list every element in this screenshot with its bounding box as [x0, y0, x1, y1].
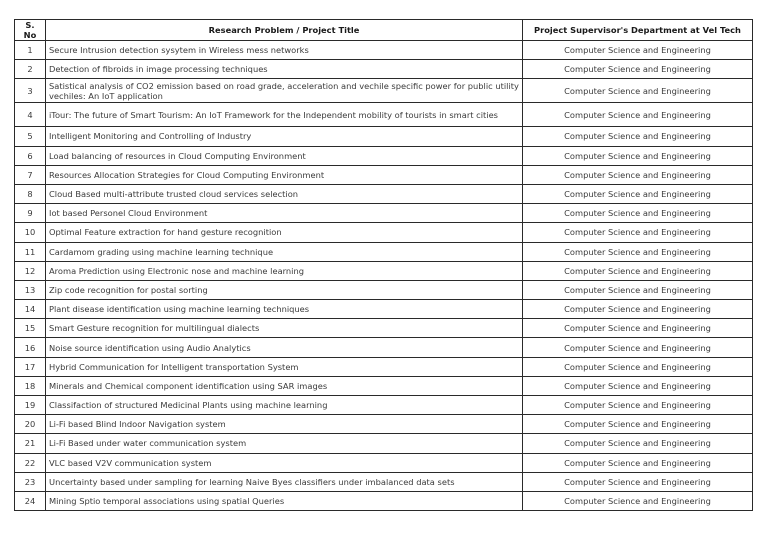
cell-department: Computer Science and Engineering: [523, 223, 753, 242]
cell-title: Detection of fibroids in image processing techniques: [46, 60, 523, 79]
cell-sno: 1: [15, 41, 46, 60]
table-row: [15, 146, 753, 165]
cell-department: Computer Science and Engineering: [523, 146, 753, 165]
cell-title: Iot based Personel Cloud Environment: [46, 204, 523, 223]
cell-sno: 3: [15, 79, 46, 103]
cell-sno: 24: [15, 491, 46, 510]
cell-title: Cardamom grading using machine learning technique: [46, 242, 523, 261]
table-row: [15, 300, 753, 319]
cell-sno: 4: [15, 103, 46, 127]
table-row: [15, 41, 753, 60]
table-row: [15, 472, 753, 491]
cell-title: Resources Allocation Strategies for Cloud Computing Environment: [46, 165, 523, 184]
cell-department: Computer Science and Engineering: [523, 103, 753, 127]
cell-title: Smart Gesture recognition for multilingual dialects: [46, 319, 523, 338]
table-row: [15, 491, 753, 510]
cell-title: Minerals and Chemical component identification using SAR images: [46, 376, 523, 395]
cell-department: Computer Science and Engineering: [523, 60, 753, 79]
cell-sno: 7: [15, 165, 46, 184]
cell-sno: 13: [15, 280, 46, 299]
cell-sno: 19: [15, 396, 46, 415]
table-row: [15, 453, 753, 472]
cell-sno: 20: [15, 415, 46, 434]
table-row: [15, 357, 753, 376]
research-projects-table: [14, 19, 753, 511]
table-row: [15, 376, 753, 395]
cell-title: Intelligent Monitoring and Controlling of Industry: [46, 127, 523, 146]
cell-sno: 8: [15, 184, 46, 203]
cell-sno: 12: [15, 261, 46, 280]
cell-department: Computer Science and Engineering: [523, 165, 753, 184]
table-row: [15, 60, 753, 79]
table-row: [15, 204, 753, 223]
cell-department: Computer Science and Engineering: [523, 453, 753, 472]
cell-department: Computer Science and Engineering: [523, 357, 753, 376]
table-row: [15, 261, 753, 280]
cell-title: Mining Sptio temporal associations using spatial Queries: [46, 491, 523, 510]
table-row: [15, 338, 753, 357]
cell-title: Optimal Feature extraction for hand gesture recognition: [46, 223, 523, 242]
cell-department: Computer Science and Engineering: [523, 434, 753, 453]
header-department: Project Supervisor's Department at Vel Tech: [523, 20, 753, 41]
cell-department: Computer Science and Engineering: [523, 41, 753, 60]
cell-title: Uncertainty based under sampling for learning Naive Byes classifiers under imbalanced data sets: [46, 472, 523, 491]
cell-department: Computer Science and Engineering: [523, 376, 753, 395]
table-row: [15, 165, 753, 184]
cell-sno: 14: [15, 300, 46, 319]
cell-title: VLC based V2V communication system: [46, 453, 523, 472]
table-row: [15, 434, 753, 453]
cell-department: Computer Science and Engineering: [523, 415, 753, 434]
cell-sno: 21: [15, 434, 46, 453]
cell-department: Computer Science and Engineering: [523, 472, 753, 491]
cell-title: Zip code recognition for postal sorting: [46, 280, 523, 299]
table-body: [15, 41, 753, 511]
cell-title: Cloud Based multi-attribute trusted cloud services selection: [46, 184, 523, 203]
table-row: [15, 319, 753, 338]
cell-department: Computer Science and Engineering: [523, 127, 753, 146]
cell-department: Computer Science and Engineering: [523, 79, 753, 103]
cell-sno: 6: [15, 146, 46, 165]
cell-title: Aroma Prediction using Electronic nose and machine learning: [46, 261, 523, 280]
table-row: [15, 223, 753, 242]
table-row: [15, 280, 753, 299]
header-title: Research Problem / Project Title: [46, 20, 523, 41]
cell-sno: 10: [15, 223, 46, 242]
cell-sno: 23: [15, 472, 46, 491]
cell-title: Classifaction of structured Medicinal Plants using machine learning: [46, 396, 523, 415]
cell-department: Computer Science and Engineering: [523, 184, 753, 203]
cell-title: Li-Fi based Blind Indoor Navigation system: [46, 415, 523, 434]
table-row: [15, 184, 753, 203]
table-row: [15, 79, 753, 103]
cell-sno: 9: [15, 204, 46, 223]
cell-department: Computer Science and Engineering: [523, 300, 753, 319]
cell-sno: 17: [15, 357, 46, 376]
cell-sno: 11: [15, 242, 46, 261]
cell-sno: 15: [15, 319, 46, 338]
cell-department: Computer Science and Engineering: [523, 396, 753, 415]
cell-sno: 16: [15, 338, 46, 357]
cell-title: Plant disease identification using machine learning techniques: [46, 300, 523, 319]
cell-sno: 22: [15, 453, 46, 472]
cell-sno: 2: [15, 60, 46, 79]
cell-sno: 5: [15, 127, 46, 146]
table-row: [15, 127, 753, 146]
cell-department: Computer Science and Engineering: [523, 242, 753, 261]
cell-title: iTour: The future of Smart Tourism: An IoT Framework for the Independent mobility of tourists in smart cities: [46, 103, 523, 127]
cell-department: Computer Science and Engineering: [523, 280, 753, 299]
cell-title: Hybrid Communication for Intelligent transportation System: [46, 357, 523, 376]
cell-department: Computer Science and Engineering: [523, 338, 753, 357]
cell-title: Load balancing of resources in Cloud Computing Environment: [46, 146, 523, 165]
cell-title: Secure Intrusion detection sysytem in Wireless mess networks: [46, 41, 523, 60]
table-row: [15, 396, 753, 415]
cell-sno: 18: [15, 376, 46, 395]
cell-department: Computer Science and Engineering: [523, 491, 753, 510]
cell-department: Computer Science and Engineering: [523, 204, 753, 223]
cell-title: Satistical analysis of CO2 emission based on road grade, acceleration and vechile specific power for public utility vechiles: An IoT application: [46, 79, 523, 103]
table-row: [15, 103, 753, 127]
cell-title: Noise source identification using Audio Analytics: [46, 338, 523, 357]
cell-department: Computer Science and Engineering: [523, 261, 753, 280]
table-row: [15, 415, 753, 434]
table-header-row: [15, 20, 753, 41]
table-row: [15, 242, 753, 261]
cell-department: Computer Science and Engineering: [523, 319, 753, 338]
header-sno: S. No: [15, 20, 46, 41]
cell-title: Li-Fi Based under water communication system: [46, 434, 523, 453]
